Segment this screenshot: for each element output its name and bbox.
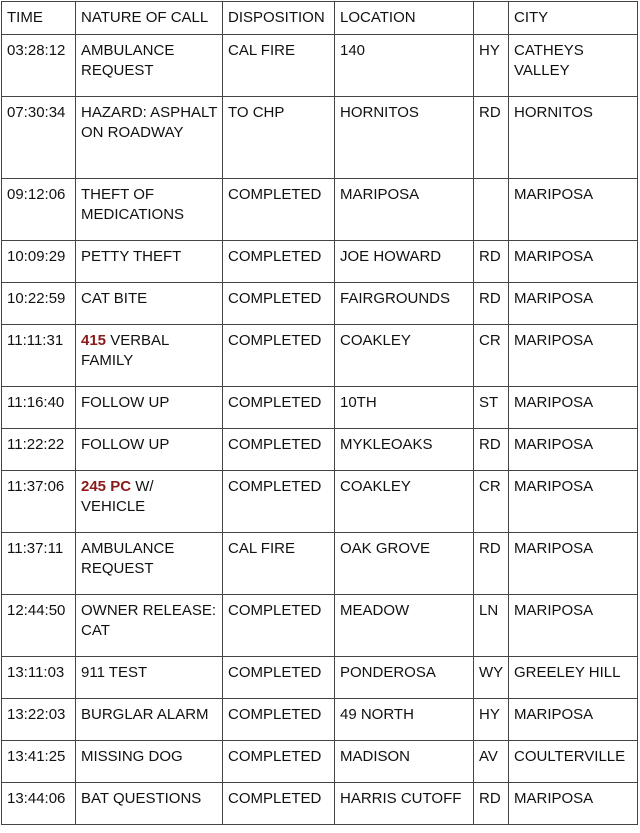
cell-nature-of-call	[76, 657, 223, 699]
cell-street-suffix: HY	[474, 35, 509, 97]
nature-text: AMBULANCE REQUEST	[81, 42, 175, 79]
cell-time: 11:16:40	[2, 387, 76, 429]
cell-disposition: COMPLETED	[223, 657, 335, 699]
cell-location: 10TH	[335, 387, 474, 429]
cell-disposition: COMPLETED	[223, 429, 335, 471]
cell-disposition: COMPLETED	[223, 741, 335, 783]
cell-time: 13:41:25	[2, 741, 76, 783]
cell-nature-of-call	[76, 533, 223, 595]
cell-disposition: COMPLETED	[223, 179, 335, 241]
nature-text: BURGLAR ALARM	[81, 706, 209, 723]
cell-location: MEADOW	[335, 595, 474, 657]
cell-nature-of-call	[76, 429, 223, 471]
cell-nature-of-call	[76, 179, 223, 241]
cell-disposition: COMPLETED	[223, 387, 335, 429]
cell-time: 13:22:03	[2, 699, 76, 741]
cell-disposition: TO CHP	[223, 97, 335, 179]
table-row	[2, 783, 638, 825]
cell-time: 11:37:06	[2, 471, 76, 533]
header-time: TIME	[2, 2, 76, 35]
cell-nature-of-call	[76, 387, 223, 429]
cell-nature-of-call	[76, 35, 223, 97]
cell-street-suffix: CR	[474, 471, 509, 533]
cell-nature-of-call	[76, 97, 223, 179]
cell-time: 11:11:31	[2, 325, 76, 387]
nature-text: AMBULANCE REQUEST	[81, 540, 175, 577]
cell-city: GREELEY HILL	[509, 657, 638, 699]
cell-location: MARIPOSA	[335, 179, 474, 241]
cell-street-suffix: RD	[474, 533, 509, 595]
table-row	[2, 325, 638, 387]
cell-disposition: COMPLETED	[223, 471, 335, 533]
cell-nature-of-call	[76, 783, 223, 825]
penal-code: 245 PC	[81, 478, 132, 495]
nature-text: FOLLOW UP	[81, 394, 170, 411]
cell-location: COAKLEY	[335, 325, 474, 387]
cell-street-suffix: RD	[474, 97, 509, 179]
header-location: LOCATION	[335, 2, 474, 35]
cell-street-suffix: CR	[474, 325, 509, 387]
cell-time: 09:12:06	[2, 179, 76, 241]
cell-location: 49 NORTH	[335, 699, 474, 741]
cell-nature-of-call	[76, 699, 223, 741]
cell-time: 10:22:59	[2, 283, 76, 325]
table-row	[2, 179, 638, 241]
call-log-table	[1, 1, 638, 825]
cell-nature-of-call	[76, 241, 223, 283]
cell-street-suffix	[474, 179, 509, 241]
cell-location: MADISON	[335, 741, 474, 783]
cell-time: 07:30:34	[2, 97, 76, 179]
nature-text: PETTY THEFT	[81, 248, 182, 265]
table-row	[2, 387, 638, 429]
nature-text: MISSING DOG	[81, 748, 183, 765]
header-disposition: DISPOSITION	[223, 2, 335, 35]
cell-location: PONDEROSA	[335, 657, 474, 699]
table-row	[2, 97, 638, 179]
table-row	[2, 595, 638, 657]
cell-city: MARIPOSA	[509, 595, 638, 657]
cell-city: COULTERVILLE	[509, 741, 638, 783]
cell-city: MARIPOSA	[509, 179, 638, 241]
cell-city: HORNITOS	[509, 97, 638, 179]
header-nature-of-call: NATURE OF CALL	[76, 2, 223, 35]
header-row	[2, 2, 638, 35]
cell-disposition: COMPLETED	[223, 783, 335, 825]
call-log-body	[2, 35, 638, 825]
cell-nature-of-call	[76, 325, 223, 387]
cell-city: CATHEYS VALLEY	[509, 35, 638, 97]
cell-street-suffix: AV	[474, 741, 509, 783]
cell-street-suffix: RD	[474, 283, 509, 325]
cell-city: MARIPOSA	[509, 783, 638, 825]
nature-text: CAT BITE	[81, 290, 148, 307]
cell-time: 11:22:22	[2, 429, 76, 471]
cell-disposition: COMPLETED	[223, 241, 335, 283]
cell-disposition: CAL FIRE	[223, 35, 335, 97]
table-row	[2, 741, 638, 783]
cell-city: MARIPOSA	[509, 429, 638, 471]
cell-city: MARIPOSA	[509, 699, 638, 741]
cell-disposition: CAL FIRE	[223, 533, 335, 595]
header-street-suffix	[474, 2, 509, 35]
cell-city: MARIPOSA	[509, 533, 638, 595]
cell-street-suffix: ST	[474, 387, 509, 429]
cell-street-suffix: LN	[474, 595, 509, 657]
nature-text: FOLLOW UP	[81, 436, 170, 453]
cell-location: HARRIS CUTOFF	[335, 783, 474, 825]
cell-street-suffix: RD	[474, 783, 509, 825]
cell-location: MYKLEOAKS	[335, 429, 474, 471]
cell-city: MARIPOSA	[509, 283, 638, 325]
nature-text: BAT QUESTIONS	[81, 790, 202, 807]
nature-text: HAZARD: ASPHALT ON ROADWAY	[81, 104, 218, 141]
cell-time: 13:11:03	[2, 657, 76, 699]
table-row	[2, 35, 638, 97]
nature-text: THEFT OF MEDICATIONS	[81, 186, 185, 223]
penal-code: 415	[81, 332, 107, 349]
cell-location: OAK GROVE	[335, 533, 474, 595]
cell-city: MARIPOSA	[509, 325, 638, 387]
cell-disposition: COMPLETED	[223, 283, 335, 325]
cell-nature-of-call	[76, 471, 223, 533]
cell-disposition: COMPLETED	[223, 699, 335, 741]
cell-street-suffix: RD	[474, 429, 509, 471]
cell-street-suffix: HY	[474, 699, 509, 741]
table-row	[2, 283, 638, 325]
cell-location: FAIRGROUNDS	[335, 283, 474, 325]
cell-time: 10:09:29	[2, 241, 76, 283]
cell-disposition: COMPLETED	[223, 595, 335, 657]
cell-location: JOE HOWARD	[335, 241, 474, 283]
cell-city: MARIPOSA	[509, 471, 638, 533]
cell-time: 13:44:06	[2, 783, 76, 825]
cell-nature-of-call	[76, 595, 223, 657]
cell-time: 12:44:50	[2, 595, 76, 657]
cell-location: 140	[335, 35, 474, 97]
table-row	[2, 533, 638, 595]
cell-street-suffix: WY	[474, 657, 509, 699]
nature-text: OWNER RELEASE: CAT	[81, 602, 217, 639]
table-row	[2, 241, 638, 283]
nature-text: VERBAL FAMILY	[81, 332, 169, 369]
cell-nature-of-call	[76, 741, 223, 783]
cell-city: MARIPOSA	[509, 387, 638, 429]
nature-text: W/ VEHICLE	[81, 478, 154, 515]
cell-street-suffix: RD	[474, 241, 509, 283]
nature-text: 911 TEST	[81, 664, 148, 681]
cell-city: MARIPOSA	[509, 241, 638, 283]
cell-time: 03:28:12	[2, 35, 76, 97]
cell-nature-of-call	[76, 283, 223, 325]
table-row	[2, 429, 638, 471]
cell-disposition: COMPLETED	[223, 325, 335, 387]
header-city: CITY	[509, 2, 638, 35]
cell-location: HORNITOS	[335, 97, 474, 179]
cell-time: 11:37:11	[2, 533, 76, 595]
table-row	[2, 471, 638, 533]
table-row	[2, 699, 638, 741]
table-row	[2, 657, 638, 699]
cell-location: COAKLEY	[335, 471, 474, 533]
